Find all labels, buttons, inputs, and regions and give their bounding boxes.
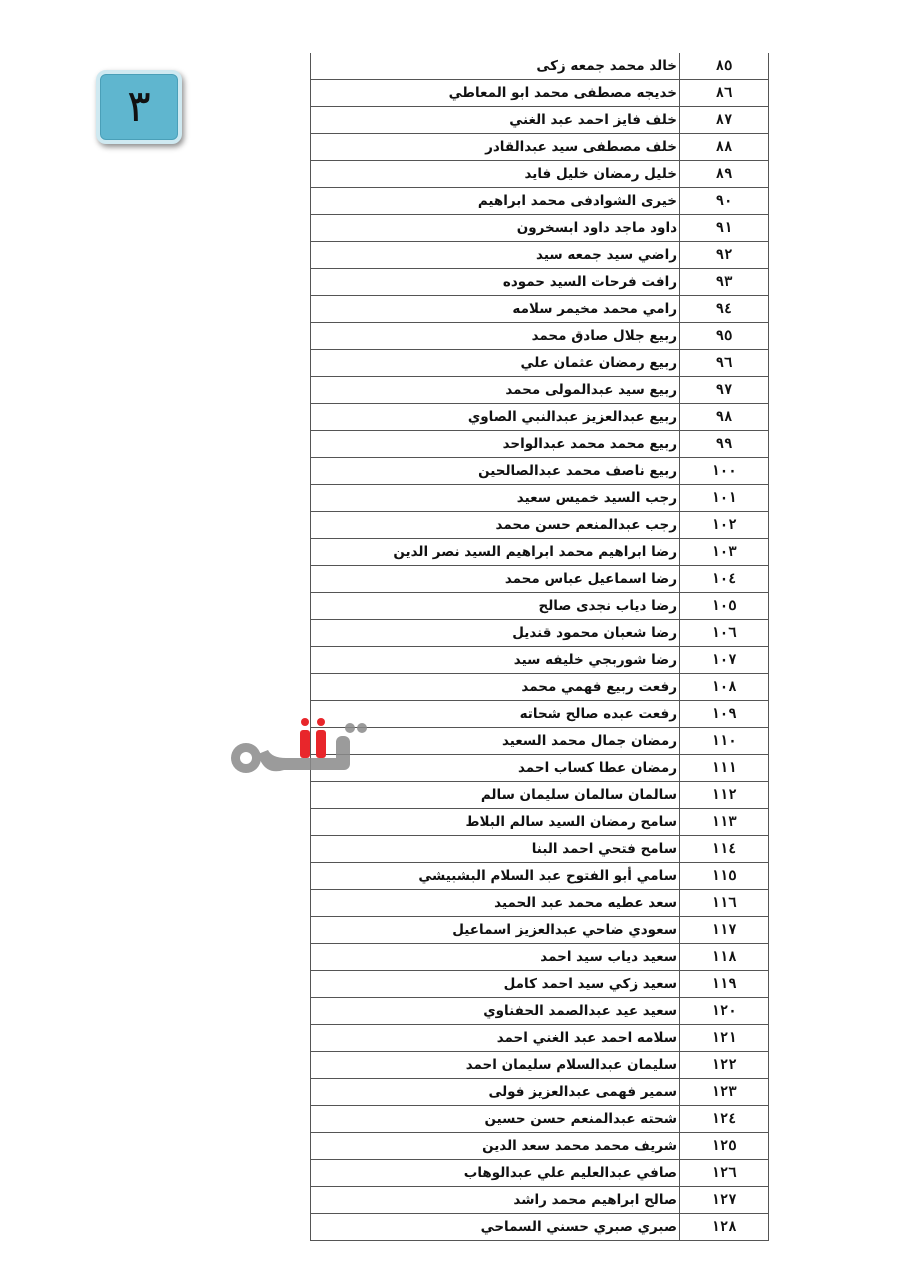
table-row xyxy=(311,485,769,512)
row-number: ١٠٥ xyxy=(680,593,769,620)
table-row xyxy=(311,296,769,323)
row-name: ربيع محمد محمد عبدالواحد xyxy=(311,431,680,458)
table-row xyxy=(311,674,769,701)
row-name: سامح فتحي احمد البنا xyxy=(311,836,680,863)
row-number: ٩٩ xyxy=(680,431,769,458)
row-name: سعد عطيه محمد عبد الحميد xyxy=(311,890,680,917)
row-number: ٨٧ xyxy=(680,107,769,134)
row-name: رضا دياب نجدى صالح xyxy=(311,593,680,620)
row-name: رفعت ربيع فهمي محمد xyxy=(311,674,680,701)
row-number: ١١٨ xyxy=(680,944,769,971)
row-number: ٩٧ xyxy=(680,377,769,404)
row-number: ١٢١ xyxy=(680,1025,769,1052)
row-name: سعيد دياب سيد احمد xyxy=(311,944,680,971)
table-row xyxy=(311,512,769,539)
row-name: سعودي ضاحي عبدالعزيز اسماعيل xyxy=(311,917,680,944)
row-name: ربيع رمضان عثمان علي xyxy=(311,350,680,377)
table-row xyxy=(311,215,769,242)
row-number: ٩٣ xyxy=(680,269,769,296)
row-number: ٩٠ xyxy=(680,188,769,215)
row-number: ١٠٩ xyxy=(680,701,769,728)
table-row xyxy=(311,269,769,296)
row-name: رضا ابراهيم محمد ابراهيم السيد نصر الدين xyxy=(311,539,680,566)
row-name: رضا شعبان محمود قنديل xyxy=(311,620,680,647)
row-name: خليل رمضان خليل فايد xyxy=(311,161,680,188)
row-number: ١٢٤ xyxy=(680,1106,769,1133)
row-number: ١٢٠ xyxy=(680,998,769,1025)
row-number: ١١٦ xyxy=(680,890,769,917)
page-number-badge xyxy=(96,70,182,144)
row-name: سمير فهمى عبدالعزيز فولى xyxy=(311,1079,680,1106)
table-row xyxy=(311,1106,769,1133)
row-name: خديجه مصطفى محمد ابو المعاطي xyxy=(311,80,680,107)
table-row xyxy=(311,1160,769,1187)
table-row xyxy=(311,458,769,485)
row-name: ربيع ناصف محمد عبدالصالحين xyxy=(311,458,680,485)
table-row xyxy=(311,377,769,404)
table-row xyxy=(311,809,769,836)
row-name: سعيد عيد عبدالصمد الحفناوي xyxy=(311,998,680,1025)
row-number: ١٠٧ xyxy=(680,647,769,674)
row-number: ١٠٨ xyxy=(680,674,769,701)
table-row xyxy=(311,620,769,647)
table-row xyxy=(311,971,769,998)
names-table xyxy=(310,53,769,1241)
row-number: ١٠٤ xyxy=(680,566,769,593)
table-row xyxy=(311,53,769,80)
row-number: ٩٤ xyxy=(680,296,769,323)
row-name: رضا اسماعيل عباس محمد xyxy=(311,566,680,593)
vito-watermark-logo xyxy=(224,710,369,786)
row-name: رفعت عبده صالح شحاته xyxy=(311,701,680,728)
table-row xyxy=(311,944,769,971)
table-row xyxy=(311,701,769,728)
table-row xyxy=(311,539,769,566)
row-name: رمضان عطا كساب احمد xyxy=(311,755,680,782)
row-name: رضا شوربجي خليفه سيد xyxy=(311,647,680,674)
row-name: رامي محمد مخيمر سلامه xyxy=(311,296,680,323)
row-number: ١٠٦ xyxy=(680,620,769,647)
row-name: سامح رمضان السيد سالم البلاط xyxy=(311,809,680,836)
names-table-body xyxy=(311,53,769,1241)
row-number: ١١٧ xyxy=(680,917,769,944)
row-name: سالمان سالمان سليمان سالم xyxy=(311,782,680,809)
table-row xyxy=(311,1052,769,1079)
table-row xyxy=(311,566,769,593)
row-name: صبري صبري حسني السماحي xyxy=(311,1214,680,1241)
table-row xyxy=(311,161,769,188)
row-name: رافت فرحات السيد حموده xyxy=(311,269,680,296)
row-name: سامي أبو الفتوح عبد السلام البشبيشي xyxy=(311,863,680,890)
table-row xyxy=(311,350,769,377)
row-name: سليمان عبدالسلام سليمان احمد xyxy=(311,1052,680,1079)
row-name: خلف مصطفى سيد عبدالقادر xyxy=(311,134,680,161)
row-number: ١٢٣ xyxy=(680,1079,769,1106)
row-name: ربيع سيد عبدالمولى محمد xyxy=(311,377,680,404)
table-row xyxy=(311,1187,769,1214)
table-row xyxy=(311,80,769,107)
row-number: ٩٨ xyxy=(680,404,769,431)
row-number: ١٢٦ xyxy=(680,1160,769,1187)
row-number: ١١٣ xyxy=(680,809,769,836)
row-number: ١١٢ xyxy=(680,782,769,809)
table-row xyxy=(311,242,769,269)
row-name: خلف فايز احمد عبد الغني xyxy=(311,107,680,134)
row-name: خالد محمد جمعه زكى xyxy=(311,53,680,80)
row-name: شريف محمد محمد سعد الدين xyxy=(311,1133,680,1160)
table-row xyxy=(311,1079,769,1106)
table-row xyxy=(311,1025,769,1052)
row-name: داود ماجد داود ابسخرون xyxy=(311,215,680,242)
table-row xyxy=(311,1133,769,1160)
row-number: ١٢٥ xyxy=(680,1133,769,1160)
row-number: ١٠١ xyxy=(680,485,769,512)
row-number: ٩١ xyxy=(680,215,769,242)
row-number: ١١٠ xyxy=(680,728,769,755)
table-row xyxy=(311,134,769,161)
row-name: شحته عبدالمنعم حسن حسين xyxy=(311,1106,680,1133)
row-number: ٨٨ xyxy=(680,134,769,161)
table-row xyxy=(311,890,769,917)
row-number: ١٢٨ xyxy=(680,1214,769,1241)
row-number: ١١٩ xyxy=(680,971,769,998)
table-row xyxy=(311,323,769,350)
row-name: خيرى الشوادفى محمد ابراهيم xyxy=(311,188,680,215)
row-number: ١٠٠ xyxy=(680,458,769,485)
table-row xyxy=(311,836,769,863)
table-row xyxy=(311,593,769,620)
row-number: ٨٦ xyxy=(680,80,769,107)
row-number: ١٢٧ xyxy=(680,1187,769,1214)
table-row xyxy=(311,782,769,809)
row-number: ٩٢ xyxy=(680,242,769,269)
table-row xyxy=(311,863,769,890)
row-number: ٩٥ xyxy=(680,323,769,350)
page-number: ٣ xyxy=(127,81,151,132)
table-row xyxy=(311,431,769,458)
table-row xyxy=(311,728,769,755)
table-row xyxy=(311,647,769,674)
row-name: صافي عبدالعليم علي عبدالوهاب xyxy=(311,1160,680,1187)
row-number: ١١٥ xyxy=(680,863,769,890)
table-row xyxy=(311,998,769,1025)
row-name: رجب السيد خميس سعيد xyxy=(311,485,680,512)
row-number: ٨٩ xyxy=(680,161,769,188)
row-number: ٩٦ xyxy=(680,350,769,377)
row-name: ربيع جلال صادق محمد xyxy=(311,323,680,350)
row-name: رمضان جمال محمد السعيد xyxy=(311,728,680,755)
row-number: ٨٥ xyxy=(680,53,769,80)
row-number: ١٠٢ xyxy=(680,512,769,539)
table-row xyxy=(311,1214,769,1241)
row-name: راضي سيد جمعه سيد xyxy=(311,242,680,269)
row-name: صالح ابراهيم محمد راشد xyxy=(311,1187,680,1214)
row-number: ١١١ xyxy=(680,755,769,782)
table-row xyxy=(311,107,769,134)
row-name: سلامه احمد عبد الغني احمد xyxy=(311,1025,680,1052)
row-name: سعيد زكي سيد احمد كامل xyxy=(311,971,680,998)
row-name: رجب عبدالمنعم حسن محمد xyxy=(311,512,680,539)
table-row xyxy=(311,917,769,944)
row-number: ١٠٣ xyxy=(680,539,769,566)
table-row xyxy=(311,188,769,215)
row-number: ١١٤ xyxy=(680,836,769,863)
row-name: ربيع عبدالعزيز عبدالنبي الصاوي xyxy=(311,404,680,431)
row-number: ١٢٢ xyxy=(680,1052,769,1079)
table-row xyxy=(311,755,769,782)
table-row xyxy=(311,404,769,431)
